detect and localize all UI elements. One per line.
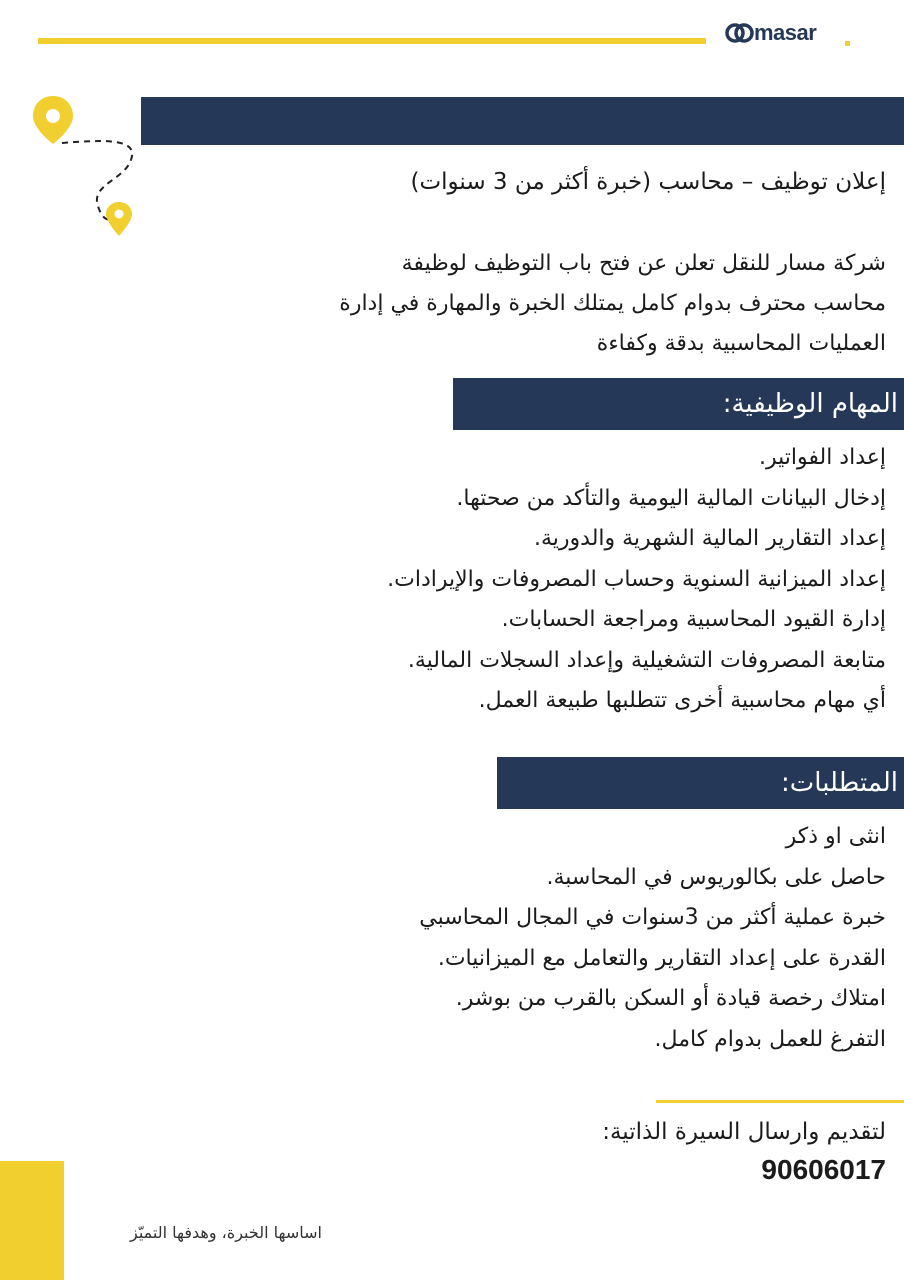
job-title: إعلان توظيف – محاسب (خبرة أكثر من 3 سنوات) — [410, 169, 886, 195]
title-banner-bar — [141, 97, 904, 145]
contact-phone-number: 90606017 — [761, 1154, 886, 1185]
job-intro — [186, 244, 886, 364]
intro-line: محاسب محترف بدوام كامل يمتلك الخبرة والمهارة في إدارة — [339, 291, 886, 316]
contact-accent-line — [656, 1100, 904, 1103]
logo-dot — [845, 41, 850, 46]
task-item: إعداد الميزانية السنوية وحساب المصروفات والإيرادات. — [387, 566, 886, 592]
requirement-item: القدرة على إعداد التقارير والتعامل مع الميزانيات. — [437, 945, 886, 971]
requirement-item: حاصل على بكالوريوس في المحاسبة. — [546, 864, 886, 890]
requirement-item: انثى او ذكر — [785, 824, 886, 849]
tasks-list — [186, 438, 886, 722]
intro-line: شركة مسار للنقل تعلن عن فتح باب التوظيف لوظيفة — [401, 251, 886, 276]
tasks-heading: المهام الوظيفية: — [453, 378, 904, 430]
header-accent-line — [38, 38, 706, 44]
footer-tagline: اساسها الخبرة، وهدفها التميّز — [129, 1223, 322, 1242]
task-item: إدخال البيانات المالية اليومية والتأكد من صحتها. — [456, 485, 886, 511]
task-item: أي مهام محاسبية أخرى تتطلبها طبيعة العمل. — [478, 688, 886, 713]
location-pin-large-icon — [33, 96, 73, 144]
requirement-item: التفرغ للعمل بدوام كامل. — [654, 1026, 886, 1052]
requirement-item: امتلاك رخصة قيادة أو السكن بالقرب من بوشر. — [455, 986, 886, 1011]
footer-accent-block — [0, 1161, 64, 1280]
contact-label: لتقديم وارسال السيرة الذاتية: — [602, 1119, 886, 1145]
route-illustration — [20, 88, 150, 248]
requirement-item: خبرة عملية أكثر من 3سنوات في المجال المحاسبي — [419, 905, 886, 930]
intro-line: العمليات المحاسبية بدقة وكفاءة — [596, 331, 886, 356]
task-item: متابعة المصروفات التشغيلية وإعداد السجلات المالية. — [407, 647, 886, 673]
requirements-heading: المتطلبات: — [497, 757, 904, 809]
task-item: إعداد الفواتير. — [758, 445, 886, 470]
masar-logo — [724, 14, 854, 54]
logo-rings-icon — [724, 22, 756, 44]
task-item: إدارة القيود المحاسبية ومراجعة الحسابات. — [501, 607, 886, 632]
requirements-list — [186, 817, 886, 1060]
location-pin-small-icon — [106, 202, 132, 236]
task-item: إعداد التقارير المالية الشهرية والدورية. — [534, 526, 886, 551]
logo-text: masar — [754, 20, 817, 45]
